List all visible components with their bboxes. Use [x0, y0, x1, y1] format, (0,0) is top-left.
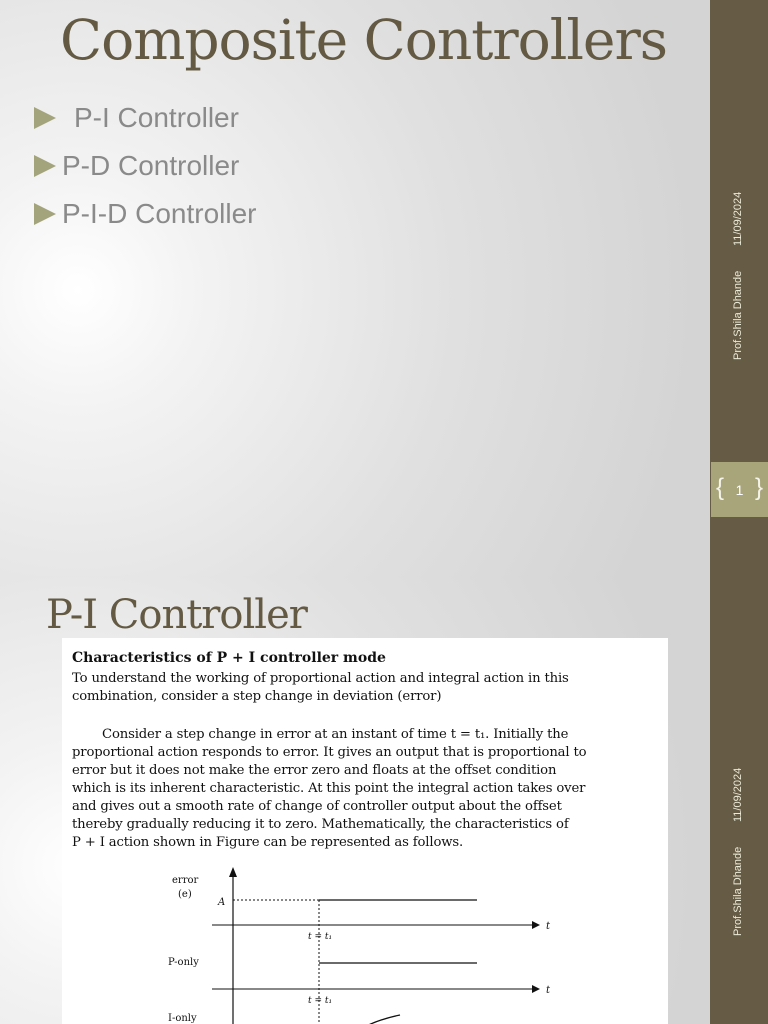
t-axis-label: t	[546, 921, 551, 932]
slide-date: 11/09/2024	[732, 767, 744, 822]
arrow-bullet-icon	[34, 107, 56, 129]
axis-arrow-right-icon	[532, 985, 540, 993]
page-number-badge	[711, 462, 768, 517]
axis-arrow-up-icon	[229, 867, 237, 877]
i-only-label: I-only	[168, 1013, 197, 1024]
bullet-item	[34, 190, 256, 238]
bullet-item	[34, 94, 256, 142]
slide-title: P-I Controller	[46, 592, 307, 638]
excerpt-body-line: Consider a step change in error at an instant of time t = t₁. Initially the	[102, 727, 569, 742]
arrow-bullet-icon	[34, 203, 56, 225]
excerpt-body-line: error but it does not make the error zero and floats at the offset condition	[72, 763, 557, 778]
bullet-text: P-I-D Controller	[62, 198, 257, 229]
excerpt-body-line: and gives out a smooth rate of change of controller output about the offset	[72, 799, 562, 814]
i-only-ramp	[362, 1015, 400, 1024]
bullet-text: P-I Controller	[74, 102, 239, 133]
pi-response-figure	[62, 863, 668, 1024]
brace-right-icon: }	[754, 474, 763, 501]
bullet-item	[34, 142, 256, 190]
excerpt-body-line: P + I action shown in Figure can be represented as follows.	[72, 835, 464, 850]
excerpt-body-line: proportional action responds to error. It gives an output that is proportional to	[72, 745, 587, 760]
slide-author: Prof.Shila Dhande	[732, 270, 744, 360]
error-label: error	[172, 875, 199, 886]
t-axis-label: t	[546, 985, 551, 996]
excerpt-heading: Characteristics of P + I controller mode	[72, 650, 386, 666]
excerpt-intro-line: combination, consider a step change in deviation (error)	[72, 689, 442, 704]
brace-left-icon: {	[716, 474, 725, 501]
excerpt-intro-line: To understand the working of proportional action and integral action in this	[72, 671, 569, 686]
slide-date: 11/09/2024	[732, 191, 744, 246]
page-number: 1	[735, 482, 744, 498]
p-only-label: P-only	[168, 957, 199, 968]
error-sub-label: (e)	[178, 889, 192, 900]
axis-arrow-right-icon	[532, 921, 540, 929]
t1-label: t = t₁	[308, 932, 333, 942]
excerpt-body-line: thereby gradually reducing it to zero. Mathematically, the characteristics of	[72, 817, 569, 832]
t1-label: t = t₁	[308, 996, 333, 1006]
excerpt-body-line: which is its inherent characteristic. At this point the integral action takes over	[72, 781, 586, 796]
bullet-list	[34, 94, 256, 238]
slide-title: Composite Controllers	[60, 8, 667, 72]
arrow-bullet-icon	[34, 155, 56, 177]
slide-2	[0, 576, 768, 1024]
textbook-excerpt	[62, 638, 668, 1024]
bullet-text: P-D Controller	[62, 150, 240, 181]
slide-author: Prof.Shila Dhande	[732, 846, 744, 936]
a-label: A	[218, 897, 226, 908]
